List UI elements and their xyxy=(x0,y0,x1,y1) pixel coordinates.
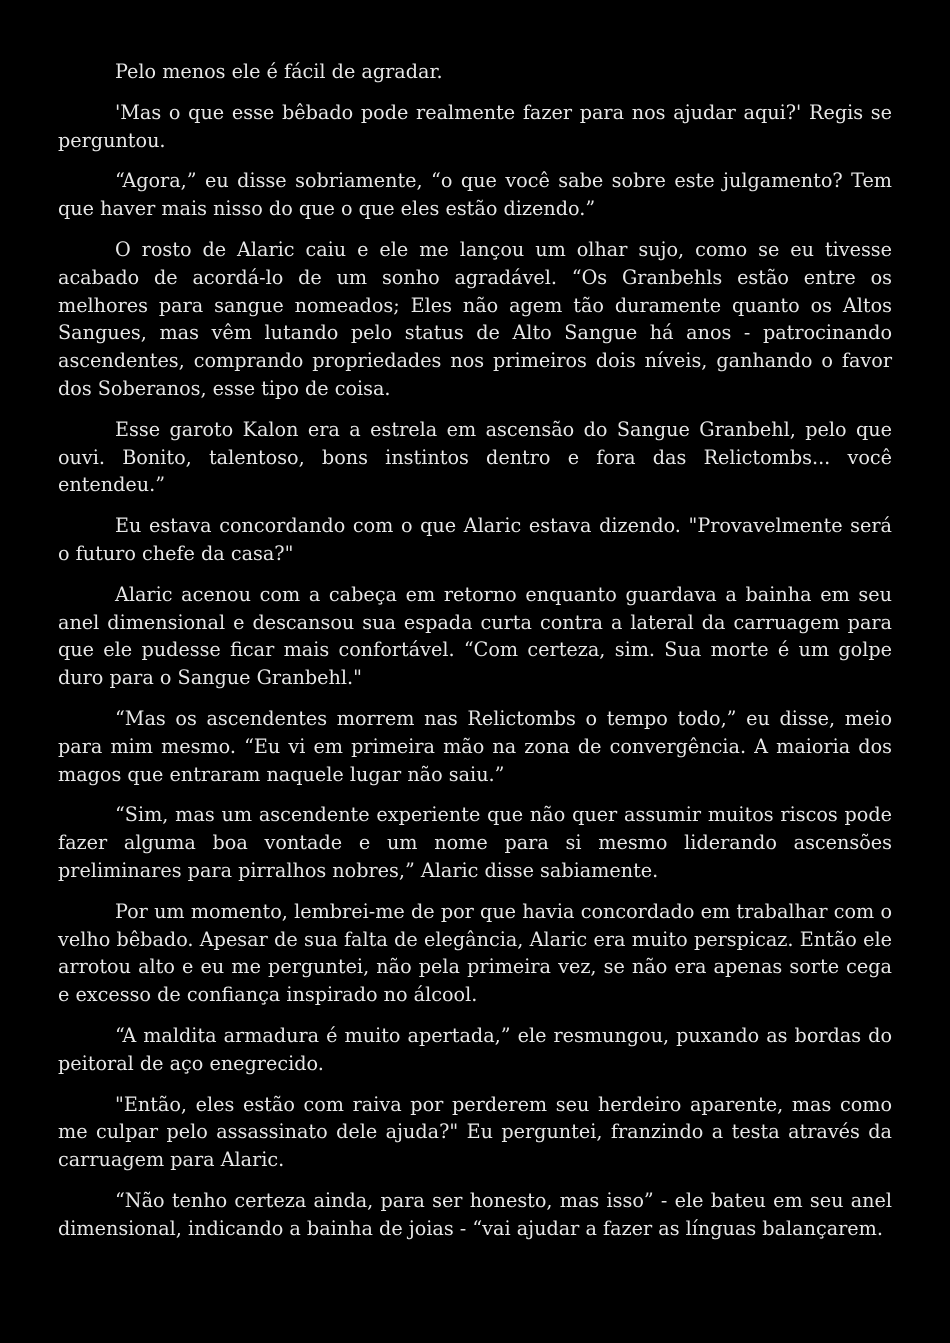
paragraph: “A maldita armadura é muito apertada,” ele resmungou, puxando as bordas do peitoral de aço enegrecido. xyxy=(58,1023,892,1075)
paragraph: “Sim, mas um ascendente experiente que não quer assumir muitos riscos pode fazer alguma boa vontade e um nome para si mesmo liderando ascensões preliminares para pirralhos nobres,” Alaric disse sabiamente. xyxy=(58,803,892,882)
paragraph: Esse garoto Kalon era a estrela em ascensão do Sangue Granbehl, pelo que ouvi. Bonito, talentoso, bons instintos dentro e fora das Relictombs... você entendeu.” xyxy=(58,417,892,497)
paragraph: Pelo menos ele é fácil de agradar. xyxy=(115,60,443,83)
paragraph: Por um momento, lembrei-me de por que havia concordado em trabalhar com o velho bêbado. Apesar de sua falta de elegância, Alaric era muito perspicaz. Então ele arrotou alto e eu me perguntei, não pela primeira vez, se não era apenas sorte cega e excesso de confiança inspirado no álcool. xyxy=(58,899,892,1007)
document-page xyxy=(58,58,892,1255)
paragraph: Alaric acenou com a cabeça em retorno enquanto guardava a bainha em seu anel dimensional e descansou sua espada curta contra a lateral da carruagem para que ele pudesse ficar mais confortável. “Com certeza, sim. Sua morte é um golpe duro para o Sangue Granbehl." xyxy=(58,582,892,690)
paragraph: “Agora,” eu disse sobriamente, “o que você sabe sobre este julgamento? Tem que haver mais nisso do que o que eles estão dizendo.” xyxy=(58,169,892,221)
paragraph: "Então, eles estão com raiva por perderem seu herdeiro aparente, mas como me culpar pelo assassinato dele ajuda?" Eu perguntei, franzindo a testa através da carruagem para Alaric. xyxy=(58,1092,892,1172)
paragraph: “Mas os ascendentes morrem nas Relictombs o tempo todo,” eu disse, meio para mim mesmo. “Eu vi em primeira mão na zona de convergência. A maioria dos magos que entraram naquele lugar não saiu.” xyxy=(58,706,892,786)
paragraph: “Não tenho certeza ainda, para ser honesto, mas isso” - ele bateu em seu anel dimensional, indicando a bainha de joias - “vai ajudar a fazer as línguas balançarem. xyxy=(58,1188,892,1240)
paragraph: O rosto de Alaric caiu e ele me lançou um olhar sujo, como se eu tivesse acabado de acordá-lo de um sonho agradável. “Os Granbehls estão entre os melhores para sangue nomeados; Eles não agem tão duramente quanto os Altos Sangues, mas vêm lutando pelo status de Alto Sangue há anos - patrocinando ascendentes, comprando propriedades nos primeiros dois níveis, ganhando o favor dos Soberanos, esse tipo de coisa. xyxy=(58,237,892,400)
paragraph: 'Mas o que esse bêbado pode realmente fazer para nos ajudar aqui?' Regis se perguntou. xyxy=(58,100,892,152)
paragraph: Eu estava concordando com o que Alaric estava dizendo. "Provavelmente será o futuro chefe da casa?" xyxy=(58,514,892,565)
